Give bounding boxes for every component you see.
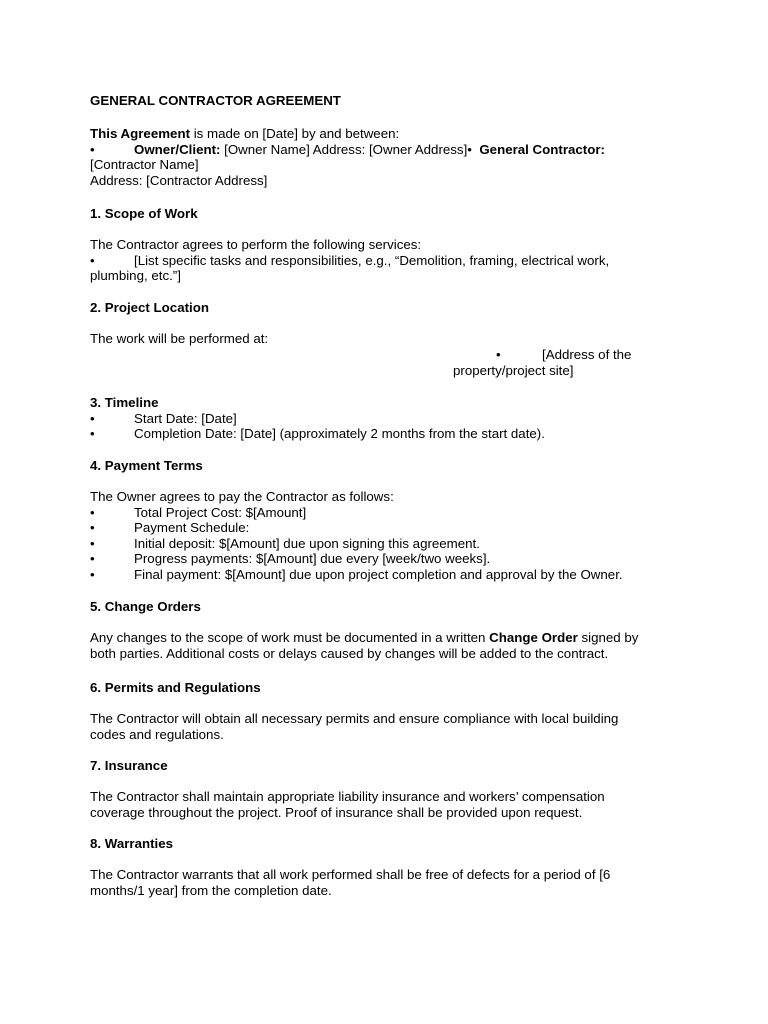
contractor-address: Address: [Contractor Address]	[90, 172, 268, 188]
section-body-change-orders	[90, 630, 690, 661]
change-orders-text: Any changes to the scope of work must be documented in a written	[90, 630, 490, 645]
section-body-warranties	[90, 867, 650, 898]
section-heading-scope: 1. Scope of Work	[90, 206, 198, 221]
warranties-text-line2: months/1 year] from the completion date.	[90, 882, 332, 898]
contractor-name: [Contractor Name]	[90, 157, 199, 173]
section-heading-change-orders: 5. Change Orders	[90, 599, 201, 614]
section-body-insurance	[90, 789, 650, 820]
payment-item: Final payment: $[Amount] due upon project completion and approval by the Owner.	[134, 566, 623, 582]
timeline-start: Start Date: [Date]	[134, 410, 237, 426]
list-item	[90, 567, 650, 583]
location-item-line1	[496, 347, 631, 363]
payment-item: Total Project Cost: $[Amount]	[134, 504, 307, 520]
section-heading-insurance: 7. Insurance	[90, 758, 168, 773]
list-item	[90, 411, 650, 427]
bullet: •	[90, 504, 95, 520]
section-heading-warranties: 8. Warranties	[90, 836, 174, 851]
change-order-term: Change Order	[489, 630, 578, 645]
bullet: •	[467, 141, 472, 157]
list-item	[90, 505, 650, 521]
permits-text-line2: codes and regulations.	[90, 726, 224, 742]
bullet: •	[90, 410, 95, 426]
list-item	[90, 551, 650, 567]
warranties-text-line1: The Contractor warrants that all work performed shall be free of defects for a period of [6	[90, 867, 611, 882]
location-item-line2: property/project site]	[453, 363, 574, 378]
list-item	[90, 520, 650, 536]
section-timeline	[90, 395, 650, 442]
insurance-text-line2: coverage throughout the project. Proof of insurance shall be provided upon request.	[90, 804, 583, 820]
section-body-payment	[90, 489, 650, 583]
bullet: •	[90, 252, 95, 268]
bullet: •	[90, 141, 95, 157]
parties-block	[90, 126, 650, 188]
document-title: GENERAL CONTRACTOR AGREEMENT	[90, 93, 341, 108]
permits-text-line1: The Contractor will obtain all necessary permits and ensure compliance with local building	[90, 711, 619, 726]
timeline-completion: Completion Date: [Date] (approximately 2 months from the start date).	[134, 426, 545, 442]
contractor-label: General Contractor:	[479, 141, 605, 157]
bullet: •	[90, 566, 95, 582]
payment-item: Initial deposit: $[Amount] due upon signing this agreement.	[134, 535, 480, 551]
payment-item: Payment Schedule:	[134, 520, 250, 536]
change-orders-text-end: signed by	[577, 630, 639, 645]
agreement-lead-rest: is made on [Date] by and between:	[190, 126, 400, 141]
section-heading-payment: 4. Payment Terms	[90, 458, 203, 473]
bullet: •	[90, 551, 95, 567]
section-heading-permits: 6. Permits and Regulations	[90, 680, 261, 695]
agreement-lead: This Agreement	[90, 126, 190, 141]
section-body-permits	[90, 711, 650, 742]
list-item	[90, 426, 650, 442]
location-text: The work will be performed at:	[90, 331, 269, 346]
scope-text: The Contractor agrees to perform the following services:	[90, 237, 422, 252]
section-heading-timeline: 3. Timeline	[90, 395, 159, 410]
scope-item-continued: plumbing, etc.”]	[90, 268, 181, 284]
insurance-text-line1: The Contractor shall maintain appropriate liability insurance and workers’ compensation	[90, 789, 605, 804]
bullet: •	[496, 347, 501, 362]
bullet: •	[90, 535, 95, 551]
location-address: [Address of the	[542, 347, 632, 362]
list-item	[90, 536, 650, 552]
payment-text: The Owner agrees to pay the Contractor as follows:	[90, 489, 394, 504]
bullet: •	[90, 520, 95, 536]
scope-item: [List specific tasks and responsibilities, e.g., “Demolition, framing, electrical work,	[134, 252, 610, 268]
payment-item: Progress payments: $[Amount] due every [week/two weeks].	[134, 551, 491, 567]
change-orders-text-line2: both parties. Additional costs or delays caused by changes will be added to the contract.	[90, 645, 609, 661]
section-body-scope	[90, 237, 650, 284]
owner-label: Owner/Client:	[134, 141, 221, 157]
bullet: •	[90, 426, 95, 442]
section-heading-location: 2. Project Location	[90, 300, 209, 315]
owner-text: [Owner Name] Address: [Owner Address]	[220, 141, 468, 157]
